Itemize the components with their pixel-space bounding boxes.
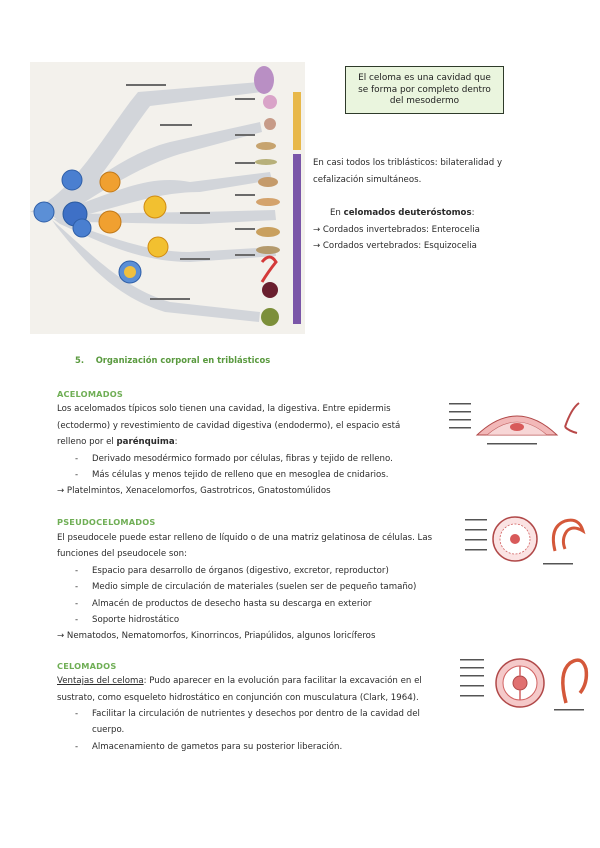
- acel-p3-bold: parénquima: [116, 437, 175, 447]
- pseudocelomado-cross-section-illustration: [463, 511, 588, 569]
- pseudocelomados-examples: → Nematodos, Nematomorfos, Kinorrincos, Priapúlidos, algunos loricíferos: [57, 631, 376, 641]
- list-dash: -: [75, 599, 79, 609]
- pseudocelomados-p1: El pseudocele puede estar relleno de líquido o de una matriz gelatinosa de células. Las: [57, 533, 433, 543]
- list-dash: -: [75, 454, 79, 464]
- section-title: Organización corporal en triblásticos: [95, 355, 271, 365]
- celomados-p2: sustrato, como esqueleto hidrostático en conjunción con musculatura (Clark, 1964).: [57, 693, 419, 703]
- celoma-definition-callout: [345, 66, 504, 114]
- acel-p3-prefix: relleno por el: [57, 437, 117, 447]
- evolution-tree-figure: [30, 62, 305, 334]
- deut-suffix: :: [471, 208, 475, 218]
- celomados-bullet-2: Almacenamiento de gametos para su posterior liberación.: [92, 742, 343, 752]
- pseudocelomados-p2: funciones del pseudocele son:: [57, 549, 187, 559]
- deut-prefix: En: [330, 208, 344, 218]
- celomados-p1-rest: : Pudo aparecer en la evolución para facilitar la excavación en el: [143, 676, 422, 686]
- pseudocelomados-bullet-4: Soporte hidrostático: [92, 615, 180, 625]
- acelomados-examples: → Platelmintos, Xenacelomorfos, Gastrotricos, Gnatostomúlidos: [57, 486, 331, 496]
- deut-bold: celomados deuteróstomos: [343, 208, 472, 218]
- acelomados-bullet-1: Derivado mesodérmico formado por células, fibras y tejido de relleno.: [92, 454, 393, 464]
- list-dash: -: [75, 615, 79, 625]
- pseudocelomados-bullet-3: Almacén de productos de desecho hasta su descarga en exterior: [92, 599, 372, 609]
- celomados-bullet-1-line-1: Facilitar la circulación de nutrientes y desechos por dentro de la cavidad del: [92, 709, 420, 719]
- deuterostomos-line: [330, 205, 474, 221]
- callout-line-1: El celoma es una cavidad que: [358, 73, 491, 83]
- intro-line-2: cefalización simultáneos.: [313, 175, 422, 185]
- pseudocelomado-diagram: [463, 511, 588, 569]
- acelomados-heading: ACELOMADOS: [57, 389, 123, 399]
- callout-line-3: del mesodermo: [389, 96, 460, 106]
- acelomado-diagram: [447, 397, 587, 449]
- list-dash: -: [75, 582, 79, 592]
- section-heading: [75, 355, 270, 365]
- section-number: 5.: [75, 355, 85, 365]
- celomados-ventajas-label: Ventajas del celoma: [57, 676, 144, 686]
- list-dash: -: [75, 470, 79, 480]
- intro-item-2: → Cordados vertebrados: Esquizocelia: [313, 241, 477, 251]
- acel-p3-suffix: :: [174, 437, 178, 447]
- acelomados-bullet-2: Más células y menos tejido de relleno que en mesoglea de cnidarios.: [92, 470, 389, 480]
- list-dash: -: [75, 709, 79, 719]
- celomados-heading: CELOMADOS: [57, 661, 117, 671]
- pseudocelomados-heading: PSEUDOCELOMADOS: [57, 517, 156, 527]
- acelomados-p3: [57, 434, 178, 450]
- pseudocelomados-bullet-2: Medio simple de circulación de materiales (suelen ser de pequeño tamaño): [92, 582, 417, 592]
- list-dash: -: [75, 742, 79, 752]
- acelomados-p2: (ectodermo) y revestimiento de cavidad digestiva (endodermo), el espacio está: [57, 421, 401, 431]
- celomados-p1: [57, 673, 422, 689]
- intro-item-1: → Cordados invertebrados: Enterocelia: [313, 225, 480, 235]
- callout-line-2: se forma por completo dentro: [358, 84, 491, 95]
- evolution-tree-illustration: [30, 62, 305, 334]
- acelomados-p1: Los acelomados típicos solo tienen una cavidad, la digestiva. Entre epidermis: [57, 404, 391, 414]
- pseudocelomados-bullet-1: Espacio para desarrollo de órganos (digestivo, excretor, reproductor): [92, 566, 389, 576]
- celomado-diagram: [458, 653, 590, 717]
- intro-line-1: En casi todos los triblásticos: bilateralidad y: [313, 158, 503, 168]
- celomados-bullet-1-line-2: cuerpo.: [92, 725, 125, 735]
- acelomado-cross-section-illustration: [447, 397, 587, 449]
- celomado-cross-section-illustration: [458, 653, 590, 717]
- list-dash: -: [75, 566, 79, 576]
